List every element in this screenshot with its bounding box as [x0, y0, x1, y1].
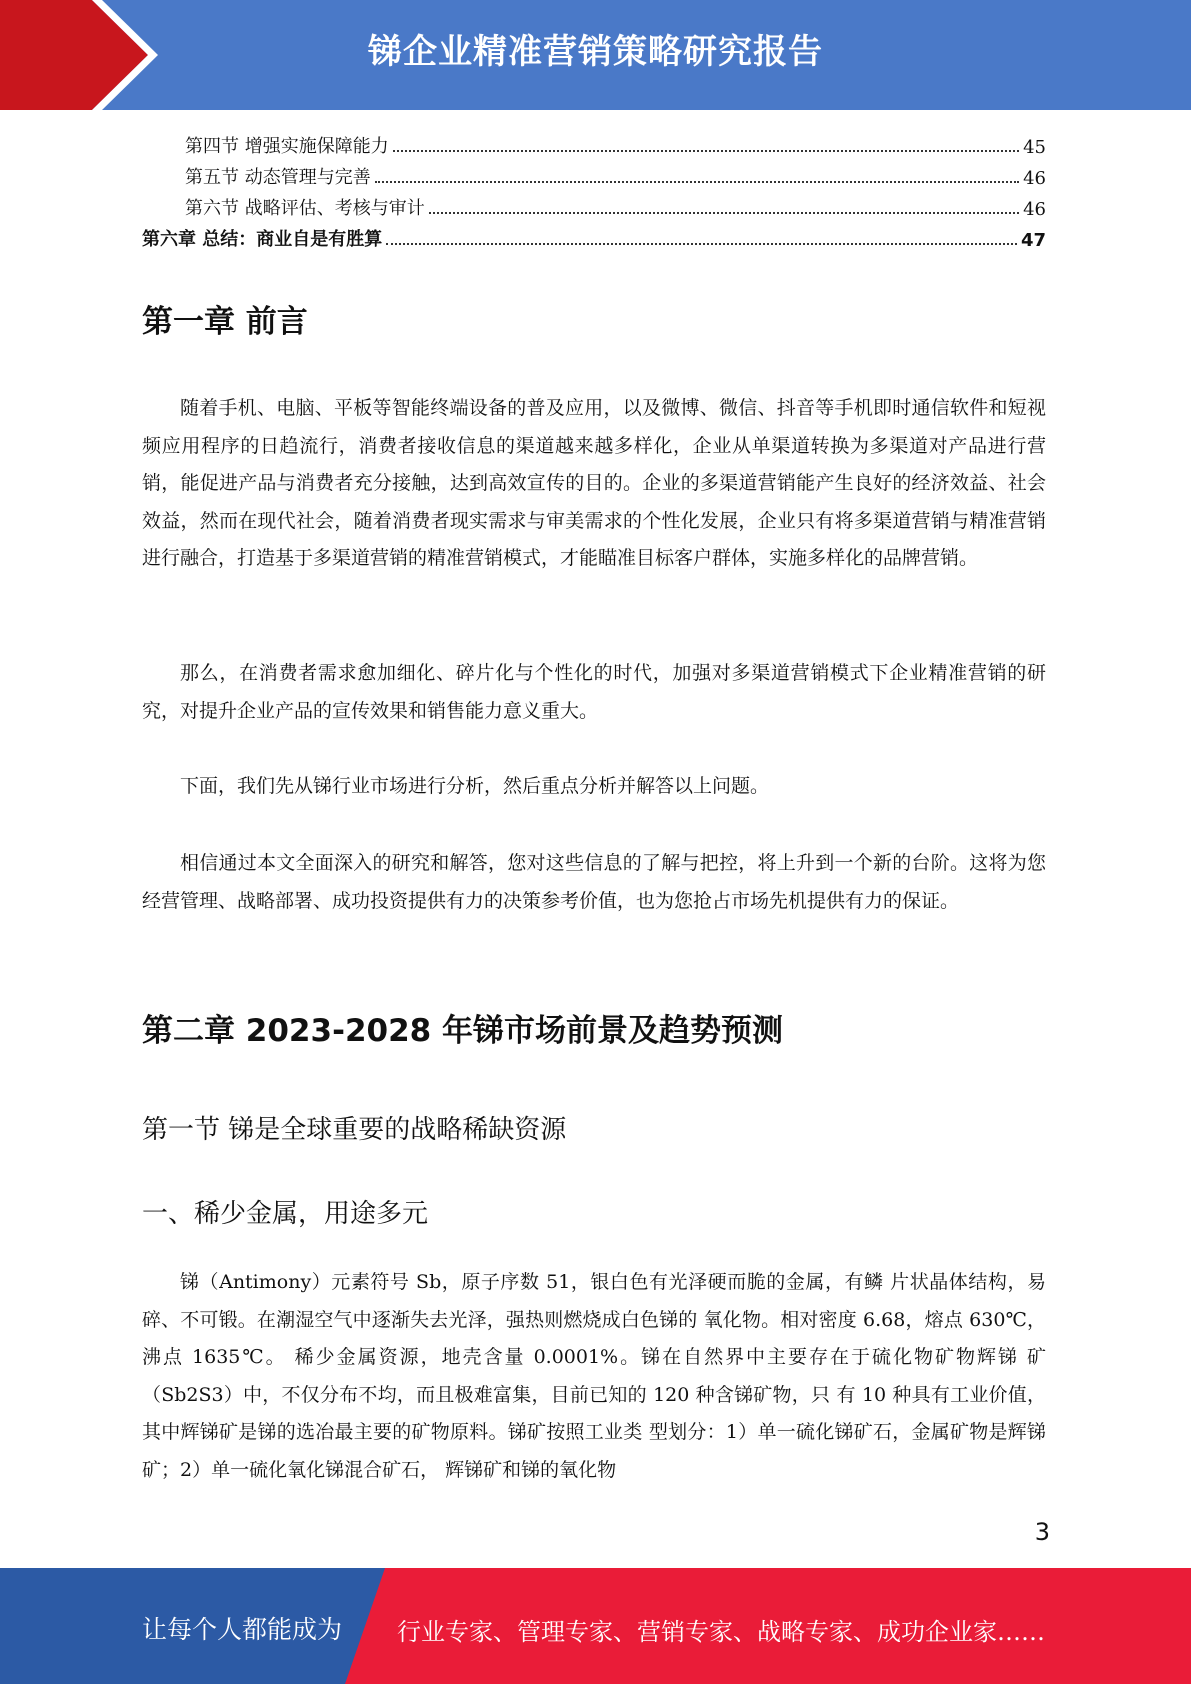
toc-entry-page: 45: [1023, 137, 1046, 158]
toc-entry-page: 47: [1020, 230, 1046, 251]
toc-entry[interactable]: [185, 128, 1046, 158]
section-heading: 第一节 锑是全球重要的战略稀缺资源: [142, 1115, 567, 1145]
toc-leader: [393, 150, 1019, 152]
paragraph: 那么，在消费者需求愈加细化、碎片化与个性化的时代，加强对多渠道营销模式下企业精准营销的研究，对提升企业产品的宣传效果和销售能力意义重大。: [142, 662, 1046, 722]
toc-entry-label: 第四节 增强实施保障能力: [185, 136, 389, 157]
page-number: 3: [1034, 1518, 1050, 1546]
toc-entry-label: 第六节 战略评估、考核与审计: [185, 198, 425, 219]
toc-entry-label: 第五节 动态管理与完善: [185, 167, 371, 188]
page-header: [0, 0, 1191, 110]
chapter-heading: 第一章 前言: [142, 304, 308, 340]
toc-entry-chapter[interactable]: [142, 221, 1046, 251]
paragraph: 随着手机、电脑、平板等智能终端设备的普及应用，以及微博、微信、抖音等手机即时通信软件和短视频应用程序的日趋流行，消费者接收信息的渠道越来越多样化，企业从单渠道转换为多渠道对产品进行营销，能促进产品与消费者充分接触，达到高效宣传的目的。企业的多渠道营销能产生良好的经济效益、社会效益，然而在现代社会，随着消费者现实需求与审美需求的个性化发展，企业只有将多渠道营销与精准营销进行融合，打造基于多渠道营销的精准营销模式，才能瞄准目标客户群体，实施多样化的品牌营销。: [142, 397, 1046, 569]
toc-entry[interactable]: [185, 159, 1046, 189]
paragraph: 相信通过本文全面深入的研究和解答，您对这些信息的了解与把控，将上升到一个新的台阶。这将为您经营管理、战略部署、成功投资提供有力的决策参考价值，也为您抢占市场先机提供有力的保证。: [142, 852, 1046, 912]
toc-entry[interactable]: [185, 190, 1046, 220]
toc-leader: [386, 243, 1017, 245]
footer-slogan-right: 行业专家、管理专家、营销专家、战略专家、成功企业家……: [397, 1618, 1045, 1646]
report-title: 锑企业精准营销策略研究报告: [368, 32, 823, 72]
paragraph: 下面，我们先从锑行业市场进行分析，然后重点分析并解答以上问题。: [180, 775, 770, 797]
toc-entry-page: 46: [1023, 168, 1046, 189]
paragraph: 锑（Antimony）元素符号 Sb，原子序数 51，银白色有光泽硬而脆的金属，有鳞 片状晶体结构，易碎、不可锻。在潮湿空气中逐渐失去光泽，强热则燃烧成白色锑的 氧化物。相对密度 6.68，熔点 630℃，沸点 1635℃。 稀少金属资源，地壳含量 0.0001%。锑在自然界中主要存在于硫化物矿物辉锑 矿（Sb2S3）中，不仅分布不均，而且极难富集，目前已知的 120 种含锑矿物，只 有 10 种具有工业价值，其中辉锑矿是锑的选冶最主要的矿物原料。锑矿按照工业类 型划分：1）单一硫化锑矿石，金属矿物是辉锑矿；2）单一硫化氧化锑混合矿石， 辉锑矿和锑的氧化物: [142, 1271, 1046, 1481]
toc-entry-label: 第六章 总结：商业自是有胜算: [142, 229, 383, 250]
chapter-heading: 第二章 2023-2028 年锑市场前景及趋势预测: [142, 1013, 784, 1049]
toc-leader: [375, 181, 1019, 183]
footer-slogan-left: 让每个人都能成为: [142, 1615, 343, 1644]
toc-leader: [429, 212, 1019, 214]
toc-entry-page: 46: [1023, 199, 1046, 220]
subsection-heading: 一、稀少金属，用途多元: [142, 1199, 429, 1229]
